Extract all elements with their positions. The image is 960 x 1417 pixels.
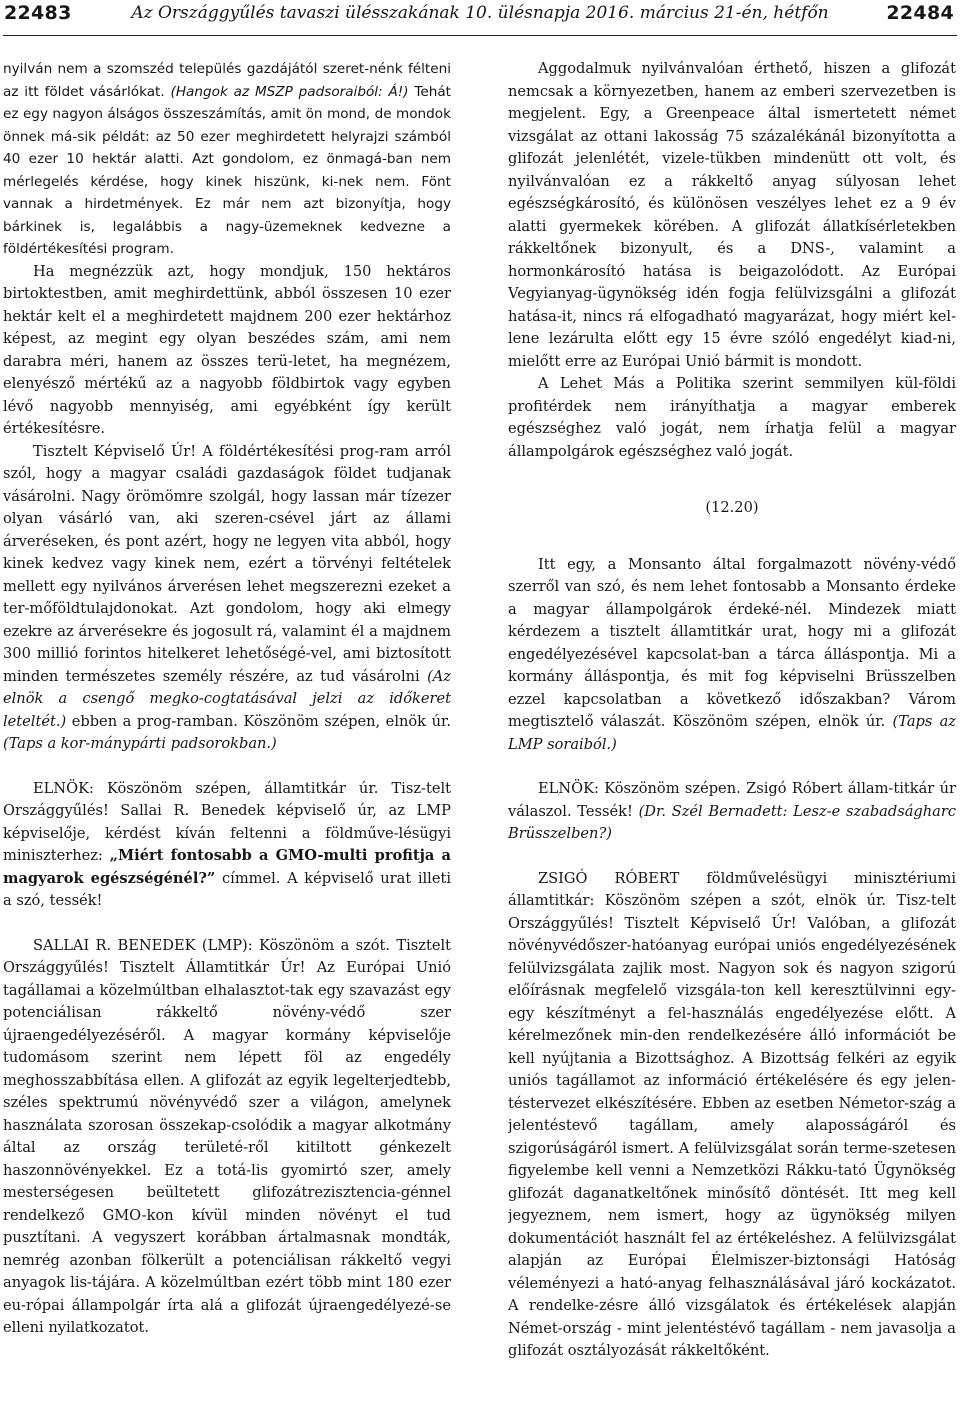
right-column <box>508 58 956 1413</box>
running-title: Az Országgyűlés tavaszi ülésszakának 10. ülésnapja 2016. március 21-én, hétfőn <box>131 3 829 23</box>
paragraph: SALLAI R. BENEDEK (LMP): Köszönöm a szót. Tisztelt Országgyűlés! Tisztelt Államtitkár Úr! Az Európai Unió tagállamai a közelmúltban elhalasztot-tak egy szavazást egy potenciálisan rákkeltő növény-védő szer újraengedélyezéséről. A magyar kormány képviselője tudomásom szerint nem lépett föl az engedély meghosszabbítása ellen. A glifozát az egyik legelterjedtebb, széles spektrumú növényvédő szer a világon, amelynek használata szorosan összekap-csolódik a magyar alkotmány által az ország területé-ről kitiltott génkezelt haszonnövényekkel. Ez a totá-lis gyomirtó szer, amely mesterségesen beültetett glifozátrezisztencia-génnel rendelkező GMO-kon kívül minden növényt el tud pusztítani. A vegyszert korábban ártalmasnak mondták, nemrég azonban fölkerült a potenciálisan rákkeltő vegyi anyagok lis-tájára. A közelmúltban ezért több mint 180 ezer eu-rópai állampolgár írta alá a glifozát újraengedélyezé-se elleni nyilatkozatot. <box>3 936 451 1336</box>
stage-direction: (Taps az LMP soraiból.) <box>508 713 956 753</box>
paragraph <box>508 778 956 846</box>
text-run: Tisztelt Képviselő Úr! A földértékesítési prog-ram arról szól, hogy a magyar családi gazdaságok földet tudjanak vásárolni. Nagy örömömre szolgál, hogy lassan már tízezer olyan vásárló van, aki szeren-csével járt az állami árveréseken, és pont azért, hogy ne legyen vita abból, hogy kinek kedvez vagy kinek nem, ezért a törvényi feltételek mellett egy nyilvános árverésen lehet megszerezni ezeket a ter-mőföldtulajdonokat. Azt gondolom, hogy aki elmegy ezekre az árverésekre és jogosult rá, valamint él a majdnem 300 millió forintos hitelkeret lehetőségé-vel, ami biztosított minden természetes személy részére, az tud vásárolni <box>3 442 451 685</box>
interjection: (Dr. Szél Bernadett: Lesz-e szabadságharc Brüsszelben?) <box>508 802 956 842</box>
left-column <box>3 58 451 1413</box>
header-rule <box>3 35 957 36</box>
paragraph: ZSIGÓ RÓBERT földművelésügyi minisztériumi államtitkár: Köszönöm szépen a szót, elnök úr. Tisz-telt Országgyűlés! Tisztelt Képviselő Úr! Valóban, a glifozát növényvédőszer-hatóanyag európai uniós engedélyezésének felülvizsgálata zajlik most. Nagyon sok és nagyon szigorú előírásnak megfelelő vizsgála-ton kell keresztülvinni egy-egy készítményt a fel-használás engedélyezése előtt. A kérelmezőnek min-den rendelkezésére álló információt be kell nyújtania a Bizottsághoz. A Bizottság felkéri az egyik uniós tagállamot az információ értékelésére és egy jelen-téstervezet elkészítésére. Ebben az esetben Németor-szág a jelentéstevő tagállam, amely alaposságáról és szigorúságáról ismert. A felülvizsgálat során terme-szetesen figyelembe kell venni a Nemzetközi Rákku-tató Ügynökség glifozát daganatkeltőnek minősítő döntését. Itt meg kell jegyeznem, nem ismert, hogy az ügynökség milyen dokumentációt használt fel az értékeléshez. A felülvizsgálat alapján az Európai Élelmiszer-biztonsági Hatóság véleményezi a ható-anyag felhasználásával járó kockázatot. A rendelke-zésre álló vizsgálatok és értékelések alapján Német-ország - mint jelentéstévő tagállam - nem javasolja a glifozát osztályozását rákkeltőként. <box>508 869 956 1359</box>
paragraph: A Lehet Más a Politika szerint semmilyen kül-földi profitérdek nem irányíthatja a magyar emberek egészséghez való jogát, nem írhatja felül a magyar állampolgárok egészséghez való jogát. <box>508 375 956 460</box>
text-run: címmel. A képviselő urat illeti a szó, tessék! <box>3 869 451 909</box>
page-number-left: 22483 <box>4 2 72 24</box>
interjection: (Hangok az MSZP padsoraiból: Á!) <box>170 83 409 100</box>
question-title: „Miért fontosabb a GMO-multi profitja a magyarok egészségénél?” <box>3 847 451 887</box>
page-number-right: 22484 <box>886 2 954 24</box>
paragraph: Aggodalmuk nyilvánvalóan érthető, hiszen a glifozát nemcsak a környezetben, hanem az emberi szervezetben is megjelent. Egy, a Greenpeace által ismertetett német vizsgálat az ottani lakosság 75 százalékánál bizonyította a glifozát jelenlétét, vizele-tükben mindenütt ott volt, és nyilvánvalóan ez a rákkeltő anyag súlyosan lehet egészségkárosító, és különösen veszélyes lehet ez a 9 év alatti gyermekek körében. A glifozát állatkísérletekben rákkeltőnek bizonyult, és a DNS-, valamint a hormonkárosító hatása is beigazolódott. Az Európai Vegyianyag-ügynökség idén fogja felülvizsgálni a glifozát hatása-it, nincs rá elfogadható magyarázat, hogy miért kel-lene lezárulta előtt egy 15 évre szóló engedélyt kiad-ni, mielőtt erre az Európai Unió bármit is mondott. <box>508 60 956 370</box>
paragraph <box>508 554 956 757</box>
text-run: nyilván nem a szomszéd település gazdájától szeret-nénk félteni az itt földet vásárlókat. <box>3 61 451 100</box>
time-marker: (12.20) <box>705 499 759 516</box>
paragraph <box>3 778 451 913</box>
stage-direction: (Taps a kor-mánypárti padsorokban.) <box>3 735 277 752</box>
text-run: ELNÖK: Köszönöm szépen. Zsigó Róbert állam-titkár úr válaszol. Tessék! <box>508 780 956 820</box>
paragraph <box>3 58 451 261</box>
page-header <box>0 0 960 34</box>
text-run: ELNÖK: Köszönöm szépen, államtitkár úr. Tisz-telt Országgyűlés! Sallai R. Benedek képviselő úr, az LMP képviselője, kérdést kíván feltenni a földműve-lésügyi miniszterhez: <box>3 779 451 864</box>
text-run: ebben a prog-ramban. Köszönöm szépen, elnök úr. <box>66 712 451 730</box>
stage-direction: (Az elnök a csengő megko-cogtatásával jelzi az időkeret leteltét.) <box>3 667 451 730</box>
text-run: Itt egy, a Monsanto által forgalmazott növény-védő szerről van szó, és nem lehet fontosabb a Monsanto érdeke a magyar állampolgárok érdeké-nél. Mindezek miatt kérdezem a tisztelt államtitkár urat, hogy mi a glifozát engedélyezésével kapcsolat-ban a tárca álláspontja. Mi a kormány álláspontja, és mit fog képviselni Brüsszelben ezzel kapcsolatban a következő időszakban? Várom megtisztelő válaszát. Köszönöm szépen, elnök úr. <box>508 555 956 730</box>
text-run: Tehát ez egy nagyon álságos összeszámítás, amit ön mond, de mondok önnek má-sik példát: az 50 ezer meghirdetett helyrajzi számból 40 ezer 10 hektár alatti. Azt gondolom, ez önmagá-ban nem mérlegelés kérdése, hogy kinek hiszünk, ki-nek nem. Fönt vannak a hirdetmények. Ez már nem azt bizonyítja, hogy bárkinek is, legalábbis a nagy-üzemeknek kedvezne a földértékesítési program. <box>3 83 451 257</box>
paragraph <box>3 441 451 756</box>
paragraph: Ha megnézzük azt, hogy mondjuk, 150 hektáros birtoktestben, amit meghirdettünk, abból összesen 10 ezer hektár kelt el a meghirdetett majdnem 200 ezer hektárhoz képest, az megint egy olyan beszédes szám, ami nem darabra méri, hanem az összes terü-letet, ha megnézem, elenyésző mértékű az a nagyobb földbirtok vagy egyben lévő nagyobb mennyiség, ami egyébként így került értékesítésre. <box>3 262 451 437</box>
